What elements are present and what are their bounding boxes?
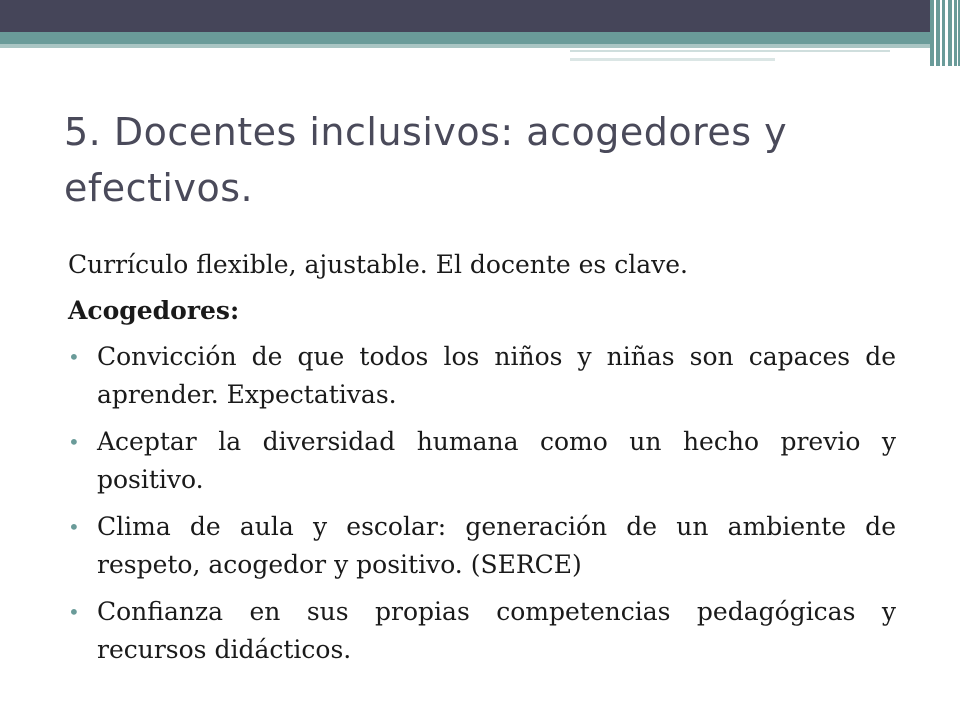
list-item-text: Clima de aula y escolar: generación de un ambiente de respeto, acogedor y positivo. (SERCE) [97, 512, 896, 579]
bullet-icon: • [68, 515, 80, 539]
list-item [68, 593, 896, 669]
bullet-icon: • [68, 430, 80, 454]
slide-title: 5. Docentes inclusivos: acogedores y efectivos. [64, 110, 788, 210]
list-item [68, 508, 896, 584]
header-vertical-stripes [930, 0, 960, 66]
slide-body [68, 246, 896, 678]
list-item-text: Aceptar la diversidad humana como un hecho previo y positivo. [97, 427, 896, 494]
bullet-icon: • [68, 345, 80, 369]
header-accent-line [570, 58, 775, 61]
list-item-text: Confianza en sus propias competencias pedagógicas y recursos didácticos. [97, 597, 896, 664]
bullet-icon: • [68, 600, 80, 624]
header-band-dark [0, 0, 960, 32]
list-item [68, 338, 896, 414]
list-item [68, 423, 896, 499]
intro-text: Currículo flexible, ajustable. El docente es clave. [68, 250, 688, 279]
header-band-teal [0, 32, 930, 44]
subheading: Acogedores: [68, 296, 240, 325]
list-item-text: Convicción de que todos los niños y niñas son capaces de aprender. Expectativas. [97, 342, 896, 409]
bullet-list [68, 338, 896, 669]
header-band-teal-light [0, 44, 930, 48]
header-accent-line [570, 50, 890, 52]
